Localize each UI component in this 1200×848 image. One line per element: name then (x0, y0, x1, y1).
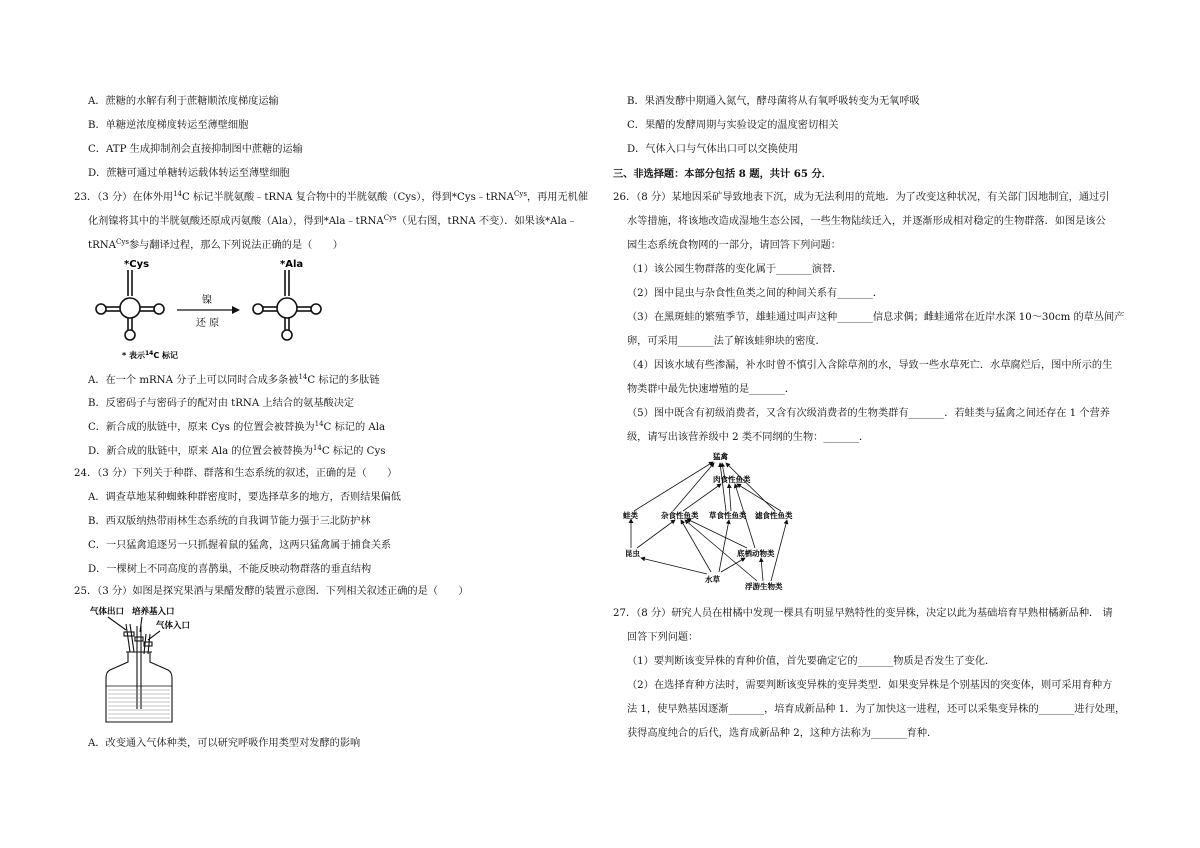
q26-sub1: （1）该公园生物群落的变化属于_______演替． (627, 264, 843, 275)
q27-sub2-line2: 法 1，使早熟基因逐渐_______，培育成新品种 1．为了加快这一进程，还可以采集变异株的_______进行处理， (627, 704, 1126, 715)
q26-sub4-line2: 物类群中最先快速增殖的是_______． (627, 384, 796, 395)
q25-option-a: A．改变通入气体种类，可以研究呼吸作用类型对发酵的影响 (88, 738, 361, 749)
q23-option-c: C．新合成的肽链中，原来 Cys 的位置会被替换为$^{14}$C 标记的 Ala (88, 420, 386, 433)
medium-inlet-label: 培养基入口 (132, 607, 175, 617)
q26-sub3-line2: 卵，可采用_______法了解该蛙卵块的密度． (627, 336, 826, 347)
q25-option-c: C．果醋的发酵周期与实验设定的温度密切相关 (627, 120, 839, 131)
cys-label: *Cys (124, 259, 150, 270)
q26-sub5-line2: 级，请写出该营养级中 2 类不同纲的生物：_______． (627, 432, 870, 443)
q27-stem-line2: 回答下列问题： (627, 632, 699, 643)
q26-stem-line1: 26．（8 分）某地因采矿导致地表下沉，成为无法利用的荒地．为了改变这种状况，有关部门因地制宜，通过引 (613, 192, 1110, 203)
node-benthic: 底栖动物类 (737, 549, 775, 558)
q23-option-b: B．反密码子与密码子的配对由 tRNA 上结合的氨基酸决定 (88, 398, 355, 409)
food-web-diagram (621, 448, 821, 596)
q27-sub2-line3: 获得高度纯合的后代，选育成新品种 2，这种方法称为_______育种． (627, 728, 938, 739)
q26-stem-line3: 园生态系统食物网的一部分，请回答下列问题： (627, 240, 841, 251)
right-column (613, 0, 1153, 848)
q25-stem: 25．（3 分）如图是探究果酒与果醋发酵的装置示意图．下列相关叙述正确的是（ ） (74, 586, 469, 597)
q23-stem-line2: 化剂镍将其中的半胱氨酸还原成丙氨酸（Ala），得到*Ala﹣tRNA$^{Cys}$（见右图，tRNA 不变）．如果该*Ala﹣ (88, 214, 578, 227)
q22-option-b: B．单糖逆浓度梯度转运至薄壁细胞 (88, 120, 249, 131)
q26-sub5-line1: （5）图中既含有初级消费者，又含有次级消费者的生物类群有_______．若蛙类与猛禽之间还存在 1 个营养 (627, 408, 1110, 419)
q26-sub3-line1: （3）在黑斑蛙的繁殖季节，雄蛙通过叫声这种_______信息求偶；雌蛙通常在近岸水深 10～30cm 的草丛间产 (627, 312, 1125, 323)
node-raptor: 猛禽 (713, 452, 728, 461)
q26-sub4-line1: （4）因该水域有些渗漏，补水时曾不慎引入含除草剂的水，导致一些水草死亡．水草腐烂后，图中所示的生 (627, 360, 1113, 371)
node-carnivore-fish: 肉食性鱼类 (713, 475, 751, 484)
node-insect: 昆虫 (625, 549, 640, 558)
node-omnivore-fish: 杂食性鱼类 (661, 511, 699, 520)
node-filter-fish: 滤食性鱼类 (755, 511, 793, 520)
figure-caption: * 表示$^{14}$C 标记 (122, 350, 178, 360)
q24-option-c: C．一只猛禽追逐另一只抓握着鼠的猛禽，这两只猛禽属于捕食关系 (88, 540, 392, 551)
q24-option-a: A．调查草地某种蜘蛛种群密度时，要选择草多的地方，否则结果偏低 (88, 492, 401, 503)
q23-stem-line1: 23．（3 分）在体外用$^{14}$C 标记半胱氨酸﹣tRNA 复合物中的半胱氨酸（Cys），得到*Cys﹣tRNA$^{Cys}$，再用无机催 (74, 190, 589, 203)
q25-option-b: B．果酒发酵中期通入氮气，酵母菌将从有氧呼吸转变为无氧呼吸 (627, 96, 920, 107)
arrow-bottom-label: 还 原 (196, 318, 220, 329)
q24-stem: 24．（3 分）下列关于种群、群落和生态系统的叙述，正确的是（ ） (74, 468, 398, 479)
q26-stem-line2: 水等措施，将该地改造成湿地生态公园，一些生物陆续迁入，并逐渐形成相对稳定的生物群落．如图是该公 (627, 216, 1106, 227)
left-column (74, 0, 594, 848)
trna-left (96, 270, 164, 340)
q27-stem-line1: 27．（8 分）研究人员在柑橘中发现一棵具有明显早熟特性的变异株，决定以此为基础培育早熟柑橘新品种． 请 (613, 608, 1113, 619)
q23-option-d: D．新合成的肽链中，原来 Ala 的位置会被替换为$^{14}$C 标记的 Cys (88, 444, 386, 457)
q23-stem-line3: tRNA$^{Cys}$参与翻译过程，那么下列说法正确的是（ ） (88, 238, 343, 251)
q27-sub1: （1）要判断该变异株的育种价值，首先要确定它的_______物质是否发生了变化． (627, 656, 996, 667)
q25-option-d: D．气体入口与气体出口可以交换使用 (627, 144, 799, 155)
node-herbivore-fish: 草食性鱼类 (709, 511, 747, 520)
section-3-heading: 三、非选择题：本部分包括 8 题，共计 65 分． (613, 168, 832, 180)
q24-option-b: B．西双版纳热带雨林生态系统的自我调节能力强于三北防护林 (88, 516, 371, 527)
q22-option-d: D．蔗糖可通过单糖转运载体转运至薄壁细胞 (88, 168, 290, 179)
q23-option-a: A．在一个 mRNA 分子上可以同时合成多条被$^{14}$C 标记的多肽链 (88, 373, 380, 386)
q26-sub2: （2）图中昆虫与杂食性鱼类之间的种间关系有_______． (627, 288, 884, 299)
q22-option-a: A．蔗糖的水解有利于蔗糖顺浓度梯度运输 (88, 96, 279, 107)
ala-label: *Ala (280, 259, 304, 270)
node-plant: 水草 (705, 575, 720, 584)
q27-sub2-line1: （2）在选择育种方法时，需要判断该变异株的变异类型．如果变异株是个别基因的突变体，则可采用育种方 (627, 680, 1113, 691)
gas-outlet-label: 气体出口 (90, 607, 125, 617)
node-frog: 蛙类 (623, 511, 638, 520)
gas-inlet-label: 气体入口 (156, 621, 191, 631)
fermenter-figure (90, 604, 220, 729)
q24-option-d: D．一棵树上不同高度的喜鹊巢，不能反映动物群落的垂直结构 (88, 564, 372, 575)
node-plankton: 浮游生物类 (745, 582, 783, 591)
arrow-top-label: 镍 (202, 295, 212, 306)
q22-option-c: C．ATP 生成抑制剂会直接抑制图中蔗糖的运输 (88, 144, 303, 155)
trna-figure (92, 258, 322, 363)
trna-right (253, 270, 321, 340)
